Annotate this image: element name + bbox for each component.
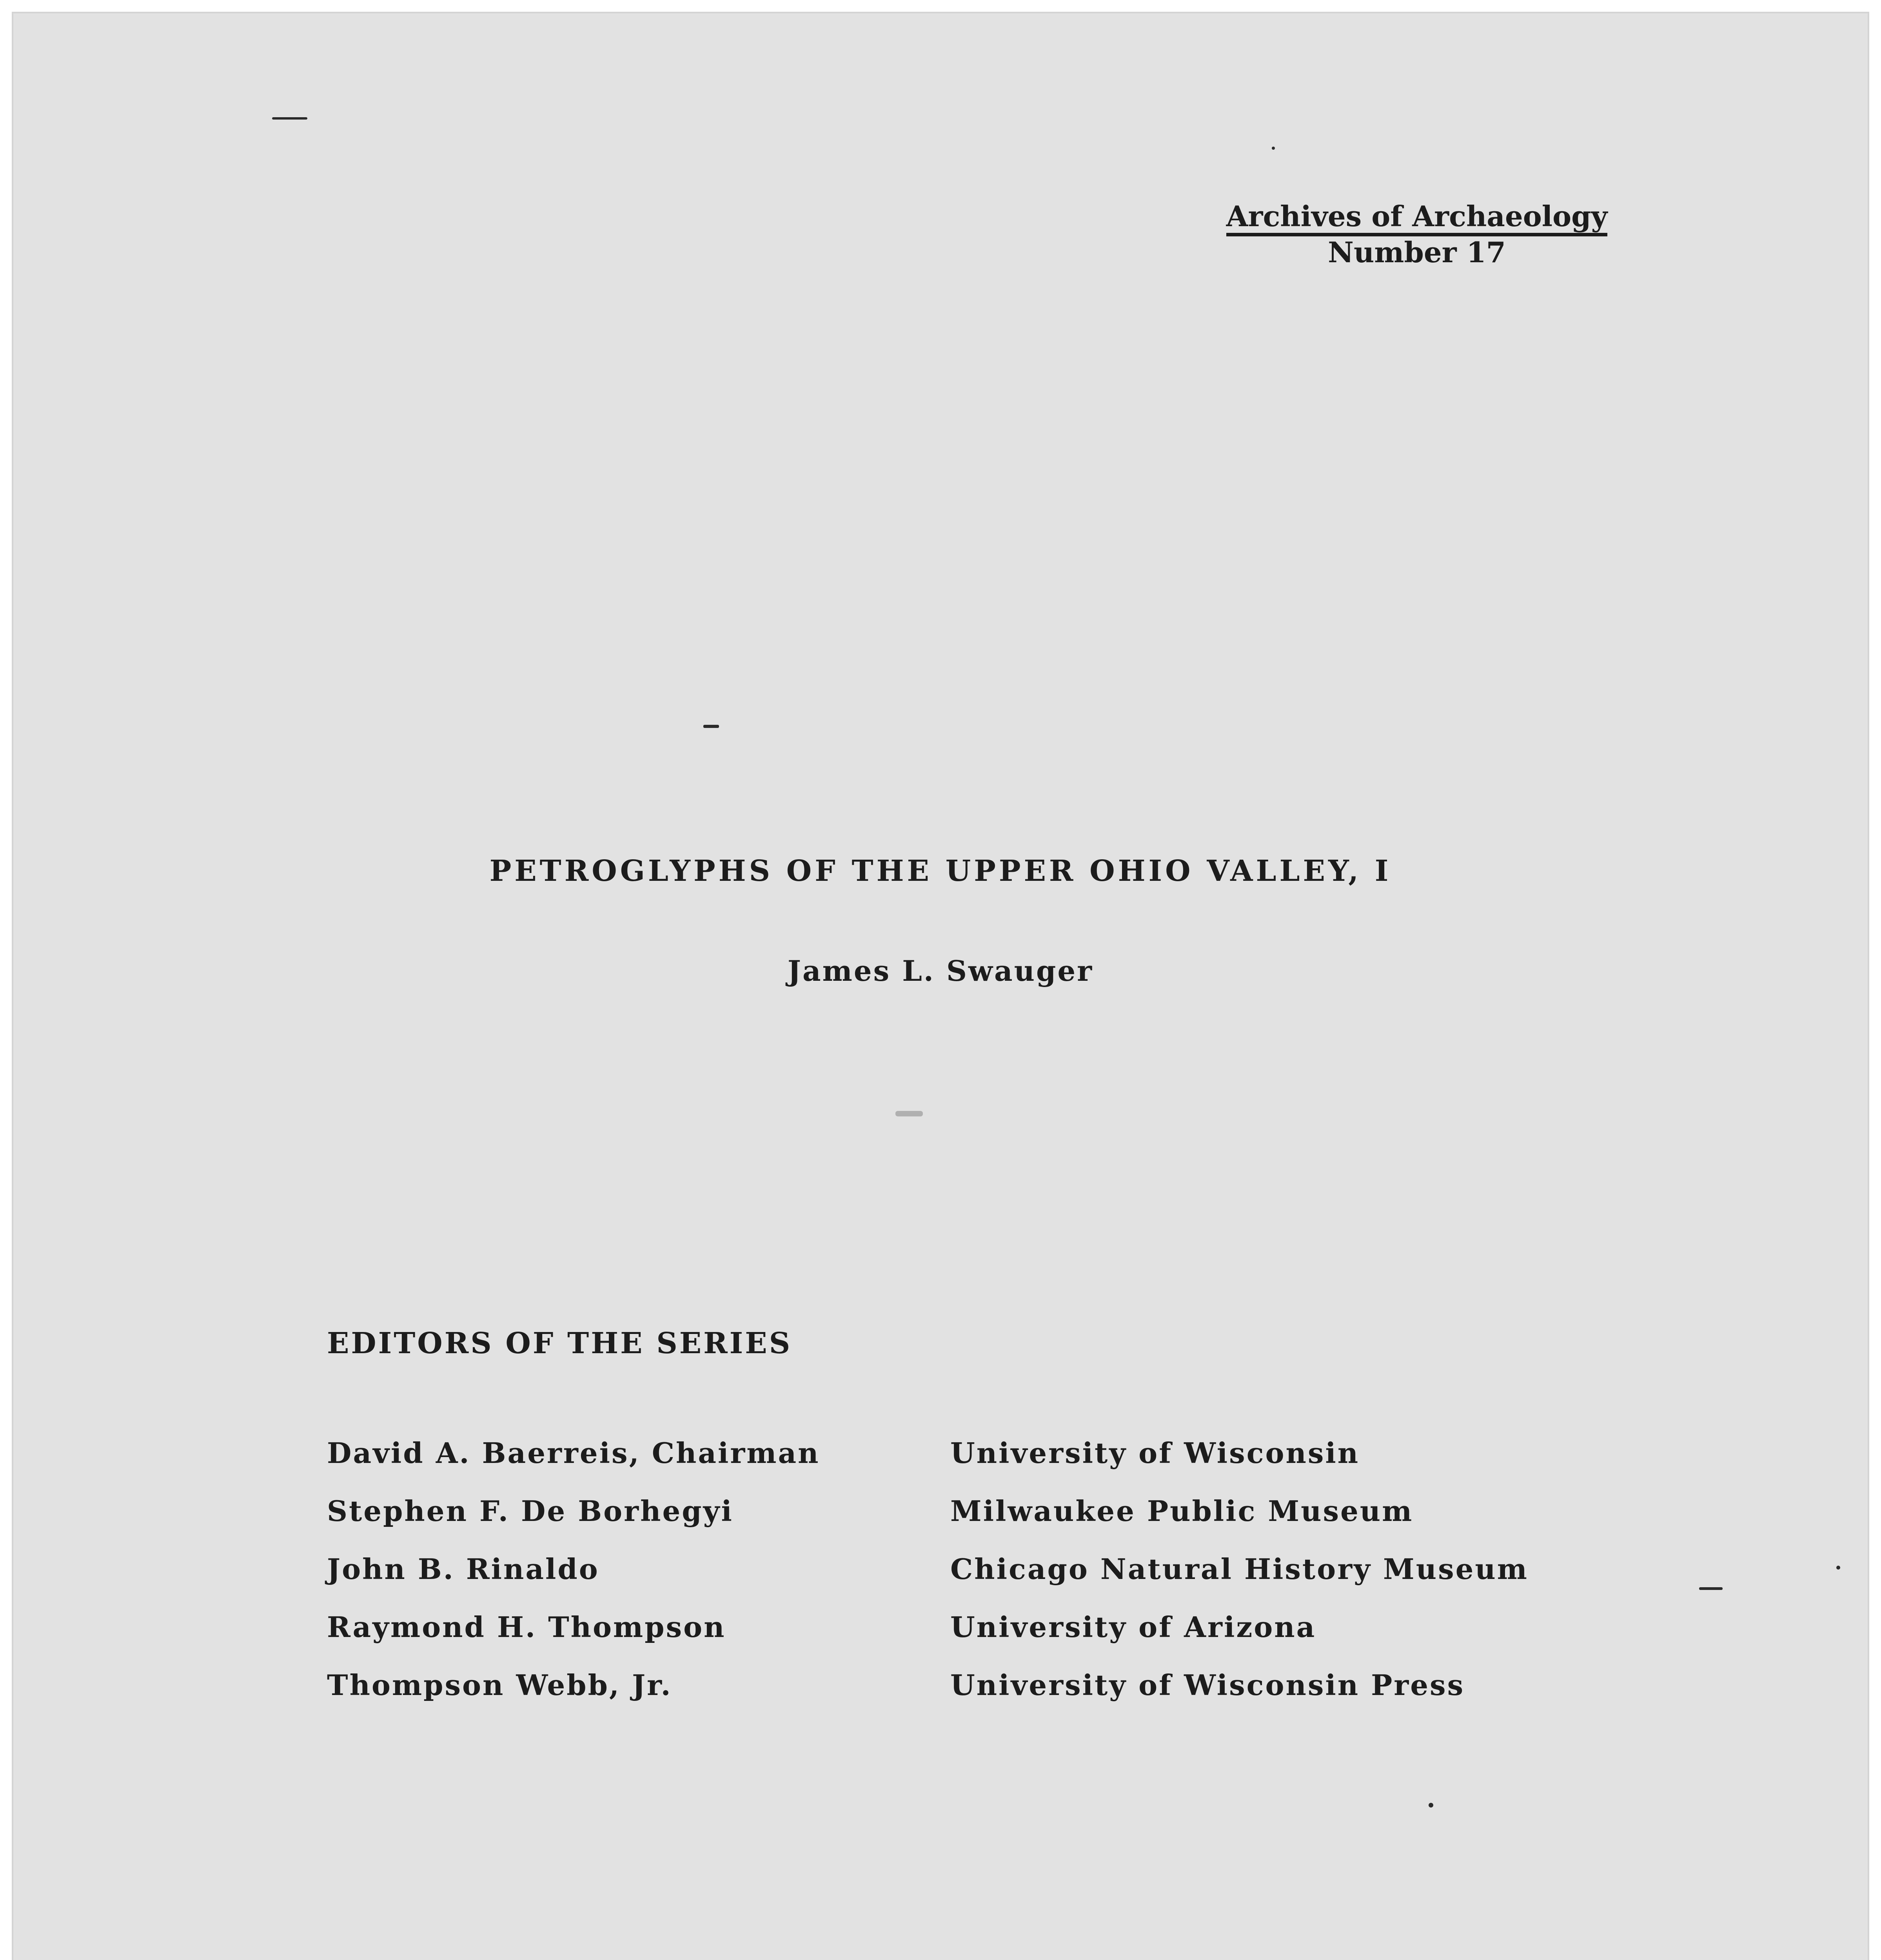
scan-speck	[895, 1111, 923, 1116]
editor-name: John B. Rinaldo	[327, 1552, 599, 1586]
editor-affiliation: Chicago Natural History Museum	[950, 1552, 1529, 1586]
scan-speck	[1836, 1566, 1840, 1570]
editor-name: Raymond H. Thompson	[327, 1610, 726, 1644]
scan-speck	[1272, 147, 1275, 150]
editor-affiliation: University of Arizona	[950, 1610, 1316, 1644]
scan-speck	[703, 725, 719, 728]
editors-heading: EDITORS OF THE SERIES	[327, 1327, 792, 1360]
scan-speck	[272, 117, 307, 120]
document-page	[12, 12, 1869, 1960]
series-number: Number 17	[1328, 235, 1506, 269]
series-header	[1166, 201, 1668, 269]
editor-affiliation: University of Wisconsin	[950, 1436, 1360, 1470]
series-title: Archives of Archaeology	[1226, 201, 1608, 236]
document-author: James L. Swauger	[787, 954, 1094, 987]
editor-name: Thompson Webb, Jr.	[327, 1668, 672, 1702]
editor-affiliation: University of Wisconsin Press	[950, 1668, 1465, 1702]
document-title: PETROGLYPHS OF THE UPPER OHIO VALLEY, I	[489, 854, 1392, 888]
scan-speck	[1429, 1803, 1433, 1808]
editor-name: Stephen F. De Borhegyi	[327, 1494, 734, 1528]
editor-name: David A. Baerreis, Chairman	[327, 1436, 820, 1470]
scan-speck	[1699, 1587, 1723, 1590]
editor-affiliation: Milwaukee Public Museum	[950, 1494, 1414, 1528]
